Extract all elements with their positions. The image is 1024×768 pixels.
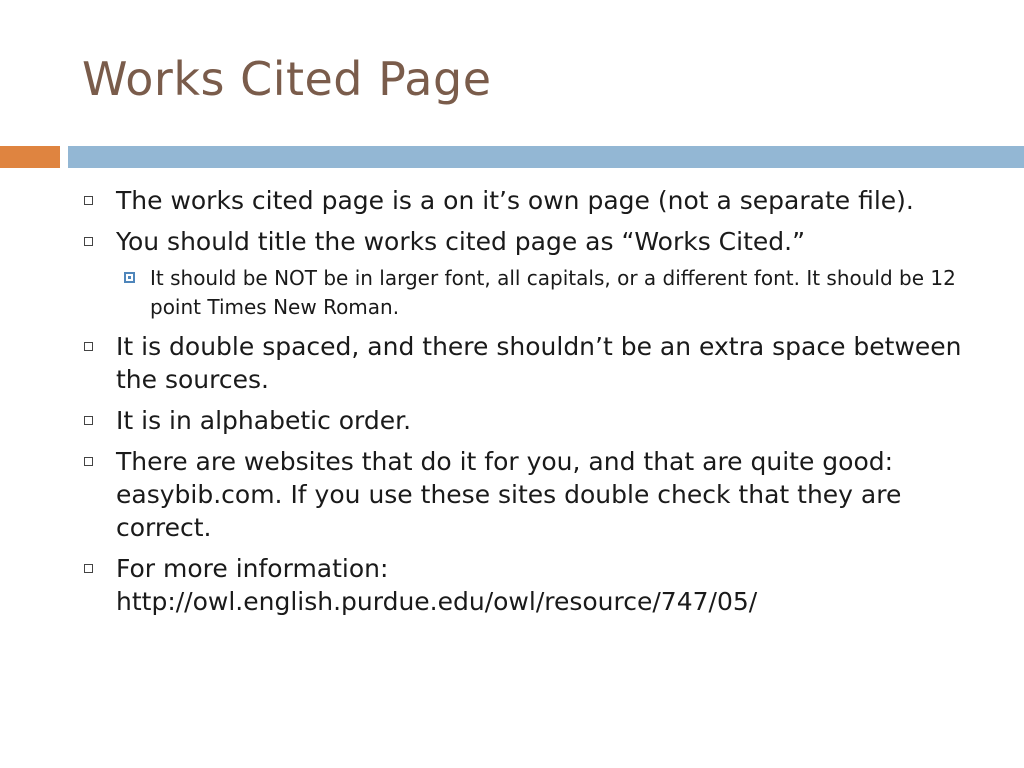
slide-title: Works Cited Page	[82, 52, 492, 106]
accent-bar-blue	[68, 146, 1024, 168]
bullet-text: You should title the works cited page as “Works Cited.”	[116, 227, 806, 256]
bullet-item	[78, 552, 978, 618]
bullet-item	[78, 404, 978, 437]
filled-square-bullet-icon	[124, 272, 135, 283]
bullet-item	[78, 225, 978, 322]
bullet-text: The works cited page is a on it’s own page (not a separate file).	[116, 186, 914, 215]
sub-bullet-text: It should be NOT be in larger font, all capitals, or a different font. It should be 12 point Times New Roman.	[150, 266, 956, 319]
square-bullet-icon	[84, 196, 93, 205]
sub-bullet-list	[116, 264, 978, 322]
bullet-item	[78, 330, 978, 396]
bullet-item	[78, 184, 978, 217]
square-bullet-icon	[84, 564, 93, 573]
bullet-text: There are websites that do it for you, and that are quite good: easybib.com. If you use these sites double check that they are correct.	[116, 447, 902, 542]
bullet-text: It is in alphabetic order.	[116, 406, 412, 435]
square-bullet-icon	[84, 457, 93, 466]
bullet-text: It is double spaced, and there shouldn’t be an extra space between the sources.	[116, 332, 962, 394]
sub-bullet-item	[116, 264, 978, 322]
bullet-list	[78, 184, 978, 626]
square-bullet-icon	[84, 342, 93, 351]
bullet-item	[78, 445, 978, 544]
square-bullet-icon	[84, 416, 93, 425]
square-bullet-icon	[84, 237, 93, 246]
bullet-text: For more information: http://owl.english.purdue.edu/owl/resource/747/05/	[116, 554, 758, 616]
accent-bar-orange	[0, 146, 60, 168]
